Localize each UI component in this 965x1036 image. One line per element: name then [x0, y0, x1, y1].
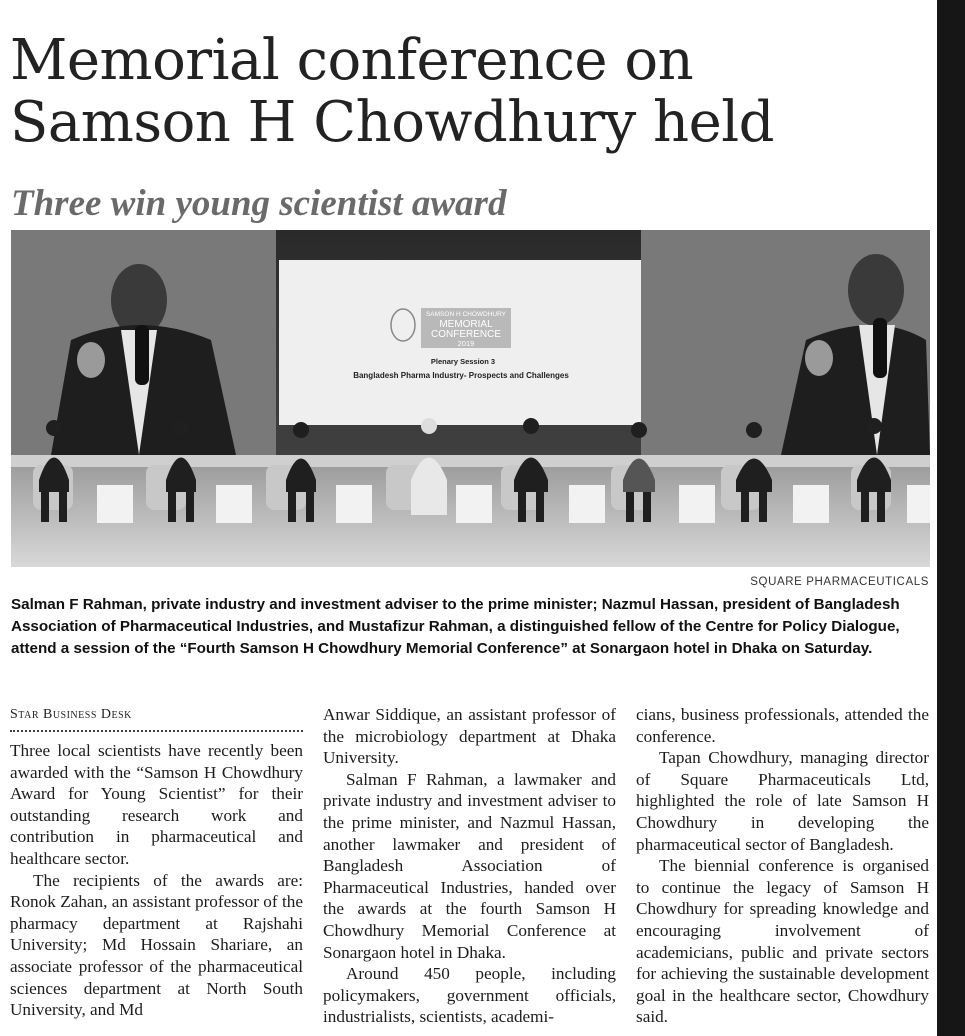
- photo-credit: SQUARE PHARMACEUTICALS: [750, 576, 929, 588]
- headline: [10, 30, 935, 154]
- paragraph: Anwar Siddique, an assistant professor of the microbiology department at Dhaka University.: [323, 705, 616, 768]
- paragraph: cians, business professionals, attended the conference.: [636, 705, 929, 746]
- paragraph: Salman F Rahman, a lawmaker and private industry and investment adviser to the prime minister, and Nazmul Hassan, another lawmaker and president of Bangladesh Association of Pharmaceutical Industries, handed over the awards at the fourth Samson H Chowdhury Memorial Conference at Sonargaon hotel in Dhaka.: [323, 769, 616, 962]
- paragraph: Around 450 people, including policymakers, government officials, industrialists, scientists, academi-: [323, 964, 616, 1027]
- paragraph: Tapan Chowdhury, managing director of Square Pharmaceuticals Ltd, highlighted the role of late Samson H Chowdhury in developing the pharmaceutical sector of Bangladesh.: [636, 748, 929, 854]
- paragraph: The biennial conference is organised to continue the legacy of Samson H Chowdhury for spreading knowledge and encouraging involvement of academicians, public and private sectors for achieving the sustainable development goal in the healthcare sector, Chowdhury said.: [636, 856, 929, 1027]
- paragraph: Three local scientists have recently been awarded with the “Samson H Chowdhury Award for Young Scientist” for their outstanding research work and contribution in pharmaceutical and healthcare sector.: [10, 741, 303, 868]
- headline-line-2: Samson H Chowdhury held: [10, 90, 775, 155]
- screen-session-label: Plenary Session 3: [430, 357, 496, 366]
- page-edge-bar: [937, 0, 965, 1036]
- logo-line-2: MEMORIAL: [439, 319, 493, 330]
- logo-line-3: CONFERENCE: [430, 329, 502, 340]
- logo-line-1: SAMSON H CHOWDHURY: [425, 311, 507, 318]
- conference-photo: [11, 230, 930, 567]
- article-column-3: [636, 704, 929, 1028]
- screen-topic-label: Bangladesh Pharma Industry- Prospects and Challenges: [353, 371, 569, 380]
- headline-line-1: Memorial conference on: [10, 28, 694, 93]
- conference-stage-illustration: [11, 230, 930, 567]
- paragraph: The recipients of the awards are: Ronok Zahan, an assistant professor of the pharmacy department at Rajshahi University; Md Hossain Shariare, an associate professor of the pharmaceutical sciences department at North South University, and Md: [10, 870, 303, 1020]
- logo-year: 2019: [457, 339, 475, 348]
- byline-divider: [10, 730, 303, 732]
- byline: Star Business Desk: [10, 707, 132, 722]
- photo-caption: Salman F Rahman, private industry and investment adviser to the prime minister; Nazmul Hassan, president of Bangladesh Association of Pharmaceutical Industries, and Mustafizur Rahman, a distinguished fellow of the Centre for Policy Dialogue, attend a session of the “Fourth Samson H Chowdhury Memorial Conference” at Sonargaon hotel in Dhaka on Saturday.: [11, 596, 900, 657]
- article-column-1: [10, 704, 303, 1021]
- subheadline: Three win young scientist award: [11, 183, 507, 224]
- article-column-2: [323, 704, 616, 1028]
